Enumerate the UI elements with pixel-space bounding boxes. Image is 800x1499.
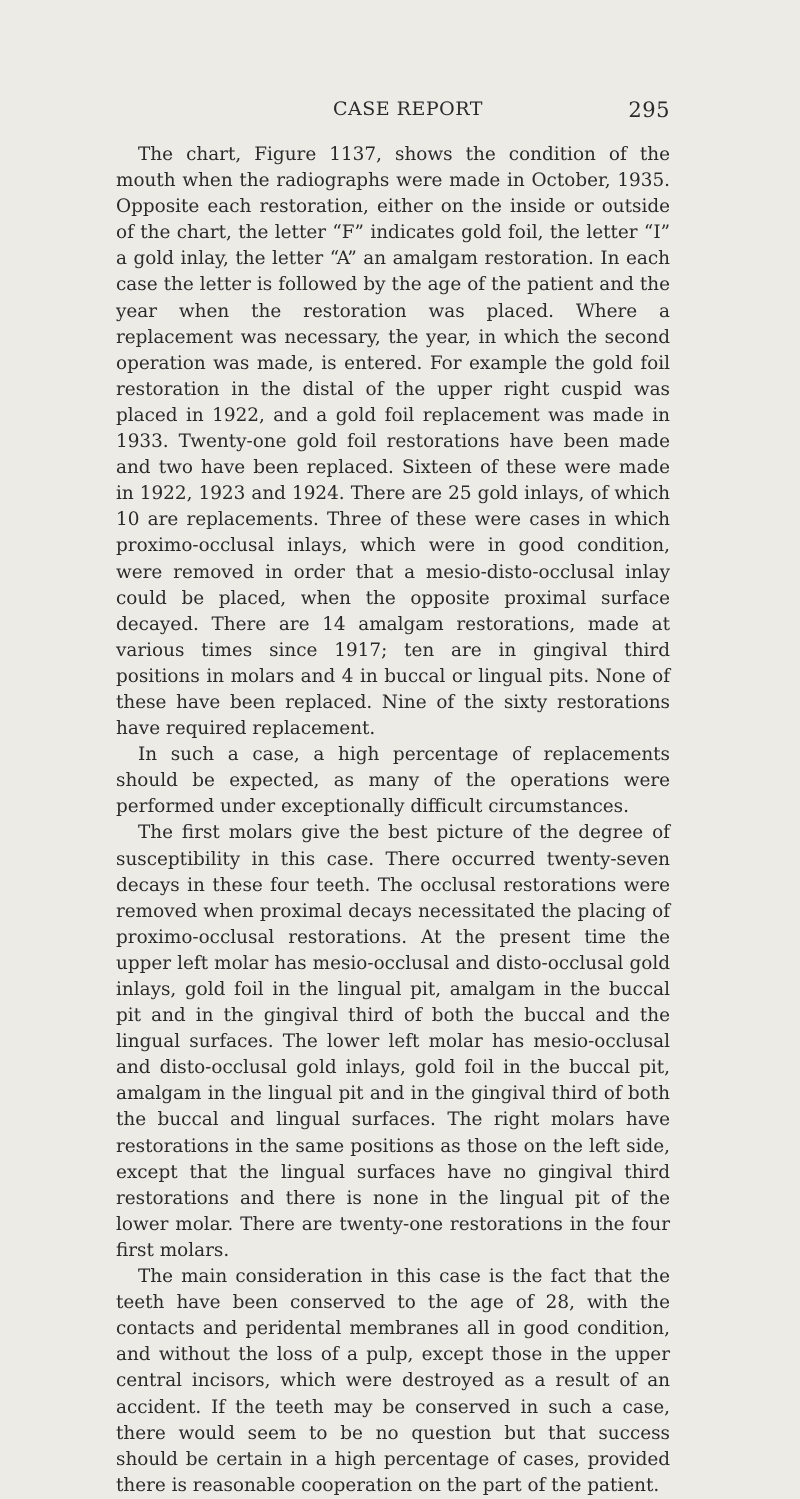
- running-header-title: CASE REPORT: [333, 98, 483, 120]
- page-number: 295: [628, 98, 670, 122]
- paragraph-chart-description: The chart, Figure 1137, shows the condition of the mouth when the radiographs were made in October, 1935. Opposite each restoration, either on the inside or outside of the chart, the letter “F” indicates gold foil, the letter “I” a gold inlay, the letter “A” an amalgam restoration. In each case the letter is followed by the age of the patient and the year when the restoration was placed. Where a replacement was necessary, the year, in which the second operation was made, is entered. For example the gold foil restoration in the distal of the upper right cuspid was placed in 1922, and a gold foil replacement was made in 1933. Twenty-one gold foil restorations have been made and two have been replaced. Sixteen of these were made in 1922, 1923 and 1924. There are 25 gold inlays, of which 10 are replacements. Three of these were cases in which proximo-occlusal inlays, which were in good condition, were removed in order that a mesio-disto-occlusal inlay could be placed, when the opposite proximal surface decayed. There are 14 amalgam restorations, made at various times since 1917; ten are in gingival third positions in molars and 4 in buccal or lingual pits. None of these have been replaced. Nine of the sixty restorations have required replacement.: [116, 144, 670, 740]
- paragraph-main-consideration: The main consideration in this case is the fact that the teeth have been conserved to the age of 28, with the contacts and peridental membranes all in good condition, and without the loss of a pulp, except those in the upper central incisors, which were destroyed as a result of an accident. If the teeth may be conserved in such a case, there would seem to be no question but that success should be certain in a high percentage of cases, provided there is reasonable cooperation on the part of the patient.: [116, 1266, 670, 1496]
- body-text: [116, 142, 670, 1499]
- paragraph-first-molars: The first molars give the best picture of the degree of susceptibility in this case. There occurred twenty-seven decays in these four teeth. The occlusal restorations were removed when proximal decays necessitated the placing of proximo-occlusal restorations. At the present time the upper left molar has mesio-occlusal and disto-occlusal gold inlays, gold foil in the lingual pit, amalgam in the buccal pit and in the gingival third of both the buccal and the lingual surfaces. The lower left molar has mesio-occlusal and disto-occlusal gold inlays, gold foil in the buccal pit, amalgam in the lingual pit and in the gingival third of both the buccal and lingual surfaces. The right molars have restorations in the same positions as those on the left side, except that the lingual surfaces have no gingival third restorations and there is none in the lingual pit of the lower molar. There are twenty-one restorations in the four first molars.: [116, 822, 670, 1261]
- running-header: [138, 98, 670, 124]
- paragraph-replacements: In such a case, a high percentage of replacements should be expected, as many of the operations were performed under exceptionally difficult circumstances.: [116, 744, 670, 818]
